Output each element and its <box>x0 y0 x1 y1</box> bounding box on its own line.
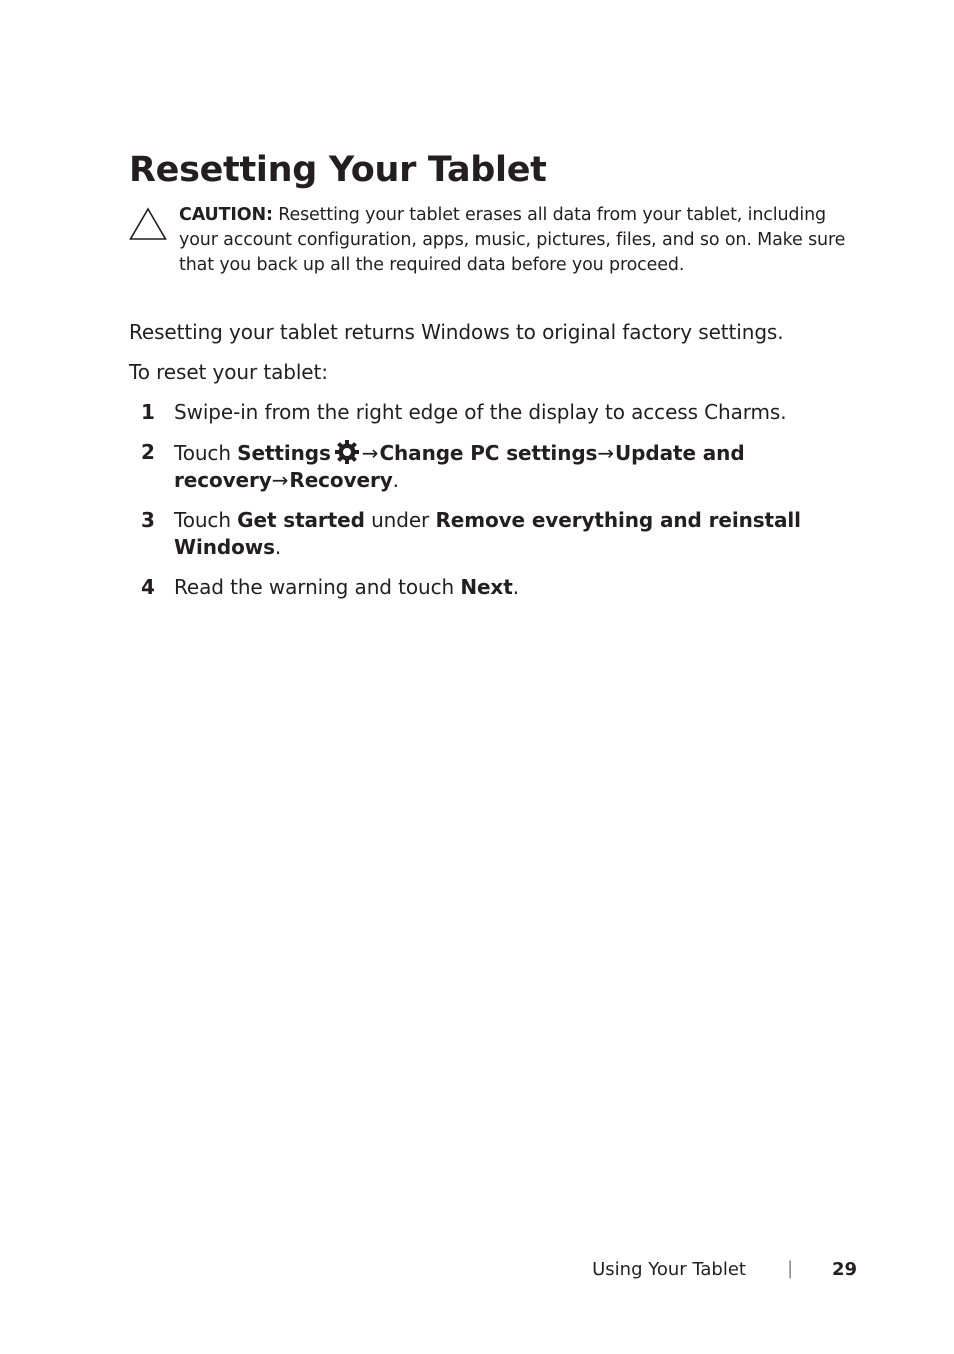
caution-text <box>179 203 869 278</box>
step-1 <box>129 399 869 426</box>
caution-note <box>129 203 869 278</box>
arrow: → <box>597 441 615 465</box>
step-end: . <box>512 575 519 599</box>
step-update-and-recovery: Update and recovery <box>174 441 745 492</box>
lead-paragraph: To reset your tablet: <box>129 360 328 384</box>
step-settings: Settings <box>237 441 331 465</box>
page-footer <box>0 1259 954 1287</box>
step-text-read: Read the warning and touch <box>174 575 461 599</box>
step-3 <box>129 507 869 561</box>
page-title: Resetting Your Tablet <box>129 150 547 190</box>
gear-icon <box>334 439 360 465</box>
steps-list <box>129 399 869 614</box>
caution-body: Resetting your tablet erases all data from your tablet, including your account configuration, apps, music, pictures, files, and so on. Make sure that you back up all the required data before you proceed. <box>179 205 846 275</box>
arrow: → <box>271 468 289 492</box>
step-text: Swipe-in from the right edge of the display to access Charms. <box>174 400 787 424</box>
step-text-under: under <box>364 508 436 532</box>
step-recovery: Recovery <box>289 468 393 492</box>
step-end: . <box>274 535 282 559</box>
step-next: Next <box>460 575 513 599</box>
step-remove-everything: Remove everything and reinstall Windows <box>174 508 801 559</box>
step-text-touch: Touch <box>174 441 238 465</box>
footer-section-title: Using Your Tablet <box>592 1259 746 1280</box>
caution-label: CAUTION: <box>179 205 273 225</box>
page-number: 29 <box>831 1259 857 1280</box>
step-2 <box>129 439 869 494</box>
arrow: → <box>361 441 379 465</box>
step-get-started: Get started <box>237 508 365 532</box>
step-number: 4 <box>141 575 155 599</box>
step-number: 3 <box>141 508 155 532</box>
step-text-touch: Touch <box>174 508 238 532</box>
intro-paragraph: Resetting your tablet returns Windows to original factory settings. <box>129 320 784 344</box>
warning-triangle-icon <box>129 207 167 241</box>
step-number: 2 <box>141 440 155 464</box>
step-end: . <box>392 468 399 492</box>
step-number: 1 <box>141 400 155 424</box>
footer-divider: | <box>787 1258 794 1279</box>
step-4 <box>129 574 869 601</box>
step-change-pc-settings: Change PC settings <box>379 441 598 465</box>
